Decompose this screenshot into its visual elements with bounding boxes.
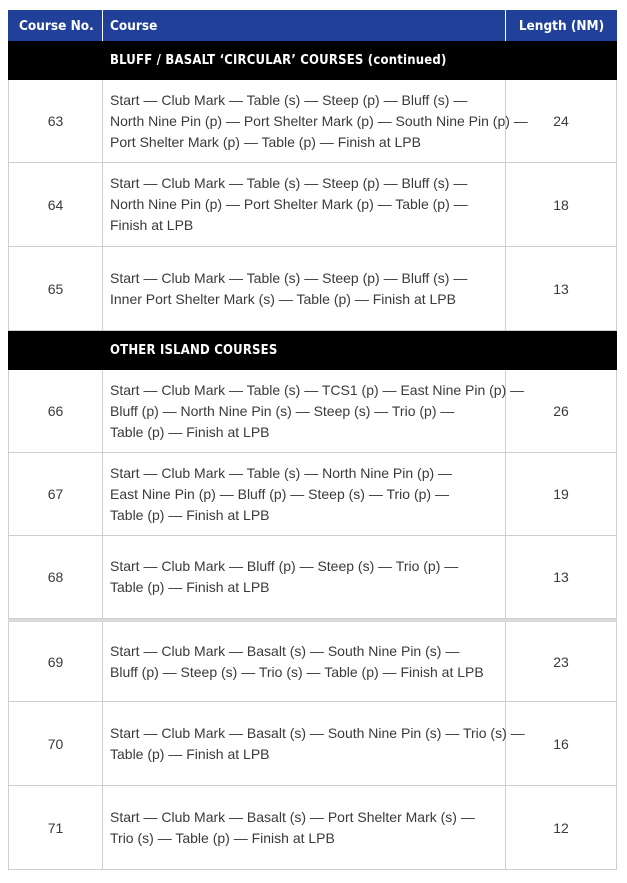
course-route <box>103 80 528 162</box>
course-route <box>103 702 525 785</box>
table-row <box>8 453 617 536</box>
section-header: OTHER ISLAND COURSES <box>8 331 617 370</box>
course-route-line: Start — Club Mark — Basalt (s) — South Nine Pin (s) — <box>110 642 460 659</box>
course-route-line: Port Shelter Mark (p) — Table (p) — Finish at LPB <box>110 133 421 150</box>
course-route-line: Table (p) — Finish at LPB <box>110 423 270 440</box>
course-route-line: Bluff (p) — Steep (s) — Trio (s) — Table (p) — Finish at LPB <box>110 663 484 680</box>
course-route-line: Start — Club Mark — Basalt (s) — South Nine Pin (s) — Trio (s) — <box>110 724 525 741</box>
course-route-line: Start — Club Mark — Table (s) — Steep (p) — Bluff (s) — <box>110 91 468 108</box>
header-course-no: Course No. <box>8 10 103 41</box>
course-length: 26 <box>553 403 569 419</box>
course-route-line: Bluff (p) — North Nine Pin (s) — Steep (s) — Trio (p) — <box>110 402 455 419</box>
course-route-line: East Nine Pin (p) — Bluff (p) — Steep (s) — Trio (p) — <box>110 485 449 502</box>
course-route-line: Table (p) — Finish at LPB <box>110 579 270 595</box>
course-number: 67 <box>9 453 103 535</box>
course-length: 16 <box>553 735 569 752</box>
course-route-line: North Nine Pin (p) — Port Shelter Mark (p) — South Nine Pin (p) — <box>110 112 528 129</box>
course-length: 24 <box>553 113 569 129</box>
course-route-line: Trio (s) — Table (p) — Finish at LPB <box>110 829 335 846</box>
table-row <box>8 619 617 702</box>
header-course: Course <box>103 10 506 41</box>
course-number: 68 <box>9 536 103 618</box>
course-number: 70 <box>9 702 103 785</box>
course-route-line: Start — Club Mark — Basalt (s) — Port Shelter Mark (s) — <box>110 808 475 825</box>
section-header: BLUFF / BASALT ‘CIRCULAR’ COURSES (continued) <box>8 41 617 80</box>
course-route <box>103 370 525 452</box>
course-route-line: Start — Club Mark — Table (s) — North Nine Pin (p) — <box>110 464 453 481</box>
course-length: 13 <box>553 280 569 297</box>
course-number: 71 <box>9 786 103 869</box>
course-route <box>103 163 506 246</box>
table-body <box>8 41 617 870</box>
course-route <box>103 786 506 869</box>
course-number: 65 <box>9 247 103 330</box>
table-row <box>8 702 617 786</box>
header-length: Length (NM) <box>518 17 605 34</box>
course-route-line: Start — Club Mark — Table (s) — Steep (p) — Bluff (s) — <box>110 269 468 286</box>
table-row <box>8 536 617 619</box>
course-length: 12 <box>553 819 569 836</box>
course-route <box>103 453 506 535</box>
courses-table <box>8 10 617 870</box>
table-row <box>8 370 617 453</box>
course-route-line: Table (p) — Finish at LPB <box>110 506 270 523</box>
table-row <box>8 80 617 163</box>
course-number: 69 <box>9 622 103 701</box>
course-route-line: Start — Club Mark — Table (s) — Steep (p) — Bluff (s) — <box>110 175 468 191</box>
course-number: 63 <box>9 80 103 162</box>
course-route-line: Inner Port Shelter Mark (s) — Table (p) — Finish at LPB <box>110 290 456 307</box>
course-route-line: Finish at LPB <box>110 217 194 233</box>
table-header <box>8 10 617 41</box>
course-number: 66 <box>9 370 103 452</box>
course-length: 23 <box>553 653 569 670</box>
course-length: 13 <box>553 569 569 585</box>
course-length: 18 <box>553 196 569 213</box>
course-route <box>103 247 506 330</box>
table-row <box>8 786 617 870</box>
course-number: 64 <box>9 163 103 246</box>
course-length: 19 <box>553 486 569 502</box>
course-route <box>103 622 506 701</box>
course-route-line: Start — Club Mark — Table (s) — TCS1 (p) — East Nine Pin (p) — <box>110 381 525 398</box>
table-row <box>8 247 617 331</box>
table-row <box>8 163 617 247</box>
course-route <box>103 536 506 618</box>
course-route-line: North Nine Pin (p) — Port Shelter Mark (p) — Table (p) — <box>110 196 468 212</box>
course-route-line: Start — Club Mark — Bluff (p) — Steep (s) — Trio (p) — <box>110 558 459 574</box>
course-route-line: Table (p) — Finish at LPB <box>110 745 270 762</box>
